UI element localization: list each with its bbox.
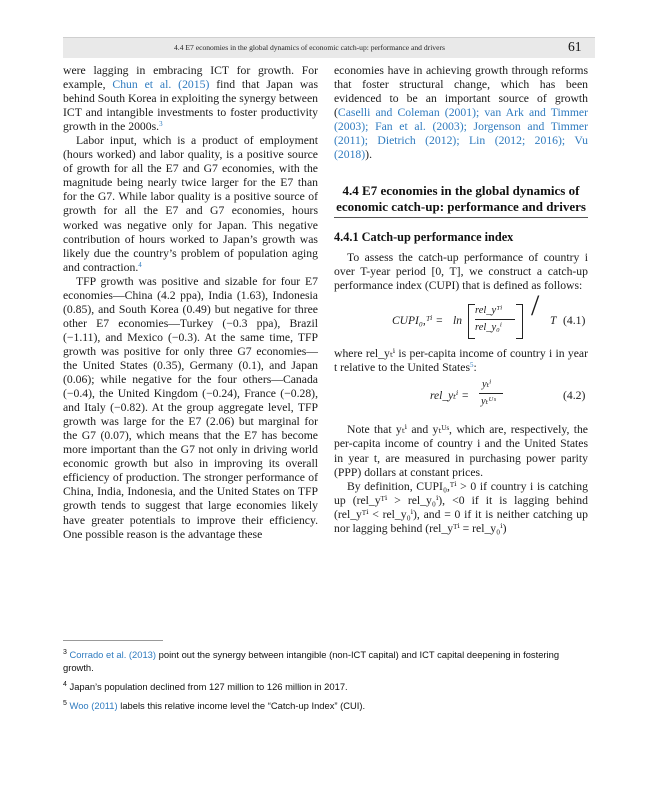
eq-divisor: T [550,315,557,328]
citation-link[interactable]: Woo (2011) [69,700,118,711]
footnote-text: point out the synergy between intangible (non-ICT capital) and ICT capital deepening in fostering growth. [63,649,560,673]
footnote [63,680,573,693]
division-slash: / [531,289,540,323]
eq-ln: ln [453,315,462,328]
paragraph [63,134,318,274]
text: : [473,361,477,375]
running-header-title: 4.4 E7 economies in the global dynamics of economic catch-up: performance and drivers [174,43,445,52]
footnote-rule [63,640,163,641]
section-rule [334,217,588,218]
equation-4-2 [334,379,588,415]
text: Labor input, which is a product of employment (hours worked) and labor quality, is a positive source of growth for all the E7 and G7 economies, with the magnitude being nearly twice larger for the E7 than for the G7. While labor quality is a positive source of growth for all the E7 and G7 economies, hours worked was negative only for Japan. This negative contribution of hours worked to Japan’s growth was likely due the country’s problem of population aging and contraction. [63,134,318,274]
equation-number: (4.1) [563,314,586,328]
paragraph: By definition, CUPI₀,ᵀⁱ > 0 if country i is catching up (rel_yᵀⁱ > rel_y₀ⁱ), <0 if it is lagging behind (rel_yᵀⁱ < rel_y₀ⁱ), and = 0 if it is neither catching up nor lagging behind (rel_yᵀⁱ = rel_y₀ⁱ) [334,479,588,535]
footnote-text: Japan’s population declined from 127 million to 126 million in 2017. [66,681,348,692]
eq-numerator: yₜⁱ [482,379,492,391]
text: were lagging in embracing ICT for growth. For example, [63,64,318,92]
fraction-line [479,393,503,394]
left-column [63,64,318,542]
citation-links[interactable]: Caselli and Coleman (2001); van Ark and Timmer (2003); Fan et al. (2003); Jorgenson and Timmer (2011); Dietrich (2012); Lin (2012; 2016); Vu (2018) [334,106,588,162]
text: find that Japan was behind South Korea in exploiting the synergy between ICT and intangible investments to foster productivity growth in the 2000s. [63,78,319,134]
footnote-number: 4 [63,681,67,688]
eq-lhs: CUPI₀,ᵀⁱ = [392,315,444,328]
footnote [63,699,573,712]
footnote-marker[interactable]: 5 [470,361,474,370]
footnote-marker[interactable]: 3 [159,120,163,129]
footnote [63,648,573,674]
paragraph: To assess the catch-up performance of country i over T-year period [0, T], we construct a catch-up performance index (CUPI) that is defined as follows: [334,251,588,293]
paragraph [63,64,318,134]
page-number: 61 [568,39,582,54]
left-bracket [468,304,475,339]
eq-denominator: yₜᵁˢ [481,396,496,408]
subsection-heading: 4.4.1 Catch-up performance index [334,230,514,245]
right-bracket [516,304,523,339]
footnote-text: labels this relative income level the “Catch-up Index” (CUI). [117,700,366,711]
eq-lhs: rel_yₜⁱ = [430,390,469,403]
eq-numerator: rel_yᵀⁱ [475,305,503,317]
paragraph [334,347,588,375]
paragraph: Note that yₜⁱ and yₜᵁˢ, which are, respectively, the per-capita income of country i and the United States in year t, are measured in purchasing power parity (PPP) dollars at constant prices. [334,423,588,479]
citation-link[interactable]: Chun et al. (2015) [112,78,210,92]
text: where rel_yₜⁱ is per-capita income of country i in year t relative to the United States [334,347,588,375]
text: economies have in achieving growth through reforms that foster structural change, which has been evidenced to be an important source of growth ( [334,64,588,120]
citation-link[interactable]: Corrado et al. (2013) [69,649,157,660]
footnote-marker[interactable]: 4 [138,260,142,269]
footnote-number: 5 [63,700,67,707]
right-column [334,64,588,536]
fraction-line [475,319,515,320]
text: ). [365,148,372,162]
footnote-number: 3 [63,649,67,656]
eq-denominator: rel_y₀ⁱ [475,322,502,334]
footnotes [63,648,573,718]
equation-number: (4.2) [563,389,586,403]
equation-4-1 [334,289,588,343]
paragraph [334,64,588,162]
section-heading: 4.4 E7 economies in the global dynamics of economic catch-up: performance and drivers [336,183,586,214]
paragraph: TFP growth was positive and sizable for four E7 economies—China (4.2 ppa), India (1.63), Indonesia (0.85), and South Korea (0.49) but negative for three other E7 economies—Turkey (−0.3 ppa), Brazil (−1.11), and Mexico (−0.3). At the same time, TFP growth was positive for only three G7 economies—the United States (0.35), Germany (0.1), and Japan (0.06); while negative for the four others—Canada (−0.4), the United Kingdom (−0.24), France (−0.28), and Italy (−0.82). At the group aggregate level, TFP growth was large for the E7 (2.06) but marginal for the G7 (0.07), which means that the E7 has become more important than the G7 not only in driving world economic growth but also in improving its overall efficiency of production. The stronger performance of China, India, Indonesia, and the United States on TFP growth tends to suggest that large economies likely have greater potentials to improve their efficiency. One possible reason is the advantage these [63,274,318,541]
